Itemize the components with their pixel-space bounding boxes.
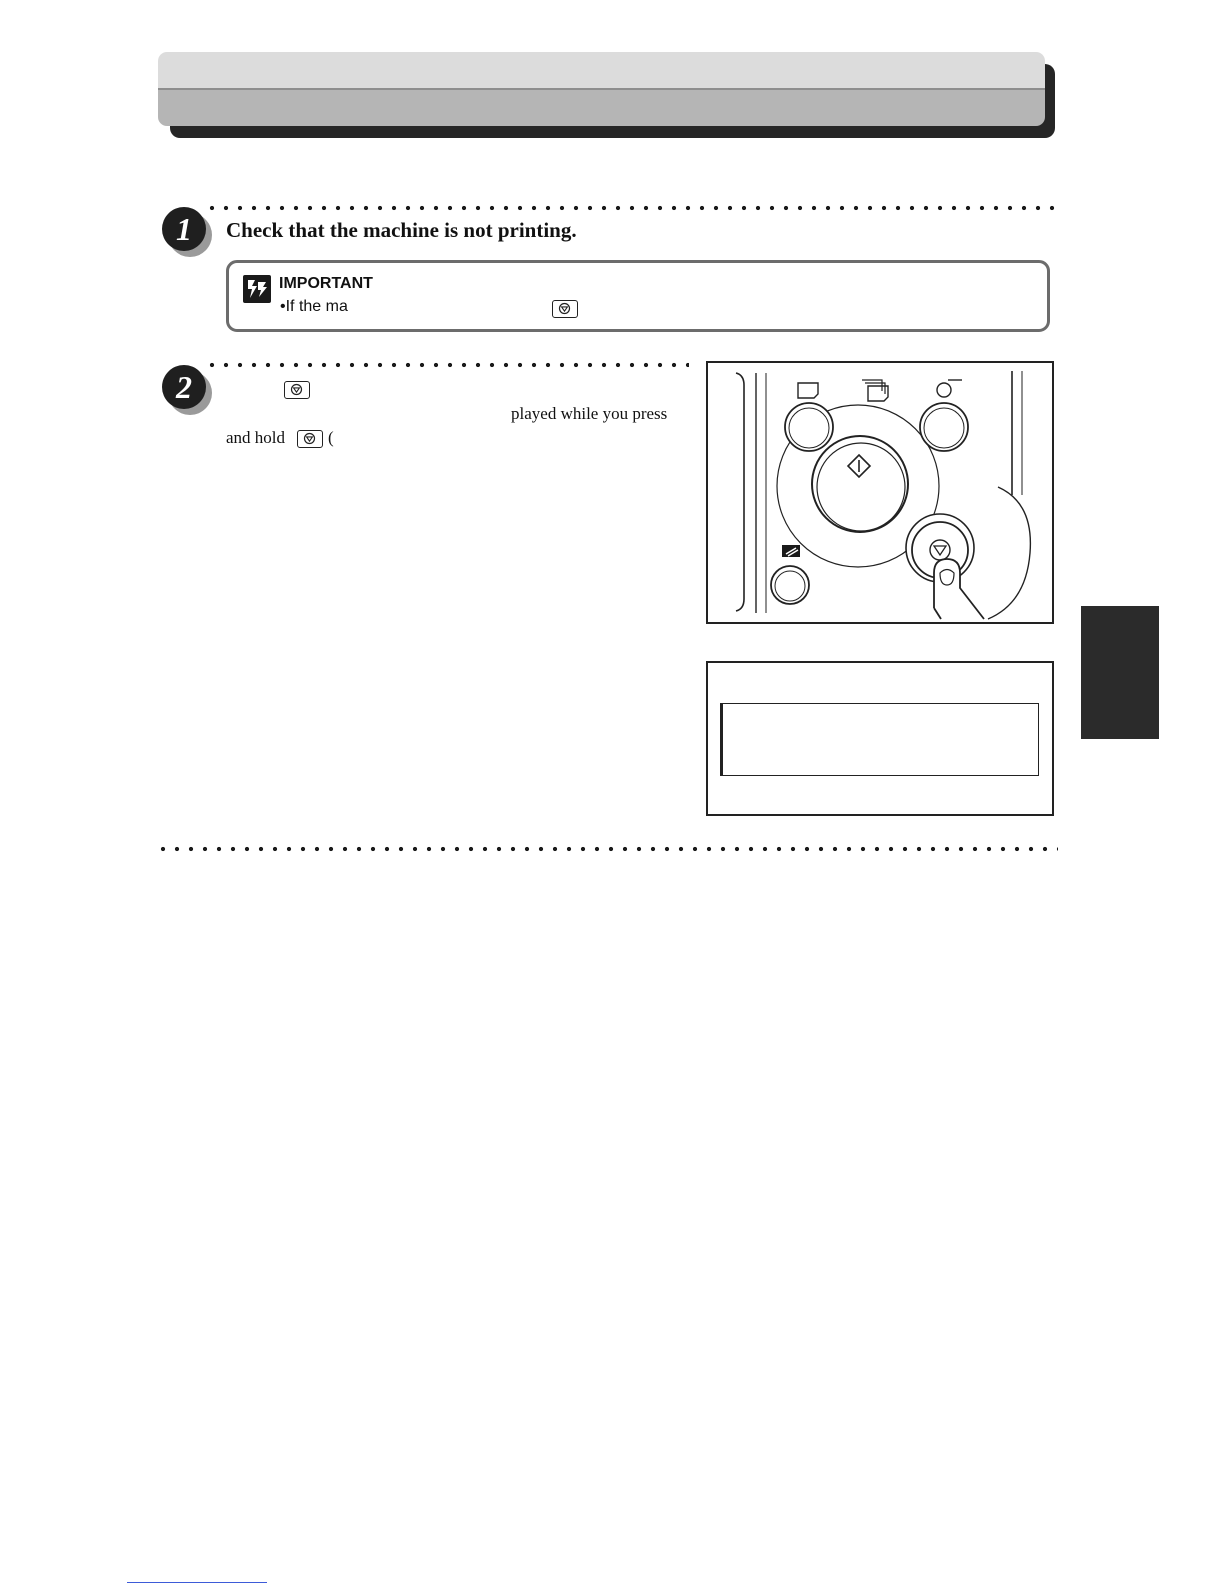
- header-bar: [158, 52, 1045, 126]
- step-2-text-line-2: played while you press: [511, 404, 668, 423]
- dotted-divider: [205, 362, 689, 368]
- step-1-badge: 1: [162, 207, 206, 251]
- lcd-screen: [720, 703, 1039, 776]
- dotted-divider: [205, 205, 1057, 211]
- footer-link-underline[interactable]: [127, 1582, 267, 1583]
- important-note: [226, 260, 1050, 332]
- stop-key-icon: [284, 381, 310, 399]
- step-2-text-line-3-suffix: (: [328, 428, 334, 447]
- dotted-divider: [156, 846, 1058, 852]
- control-panel-illustration: [706, 361, 1054, 624]
- important-title: IMPORTANT: [279, 275, 373, 292]
- step-2-text-line-3-prefix: and hold: [226, 428, 286, 447]
- stop-key-icon: [552, 300, 578, 318]
- important-text: •If the ma: [280, 298, 348, 315]
- step-2-badge: 2: [162, 365, 206, 409]
- step-1-heading: Check that the machine is not printing.: [226, 218, 577, 242]
- chapter-side-tab: [1081, 606, 1159, 739]
- stop-key-icon: [297, 430, 323, 448]
- important-icon: [243, 275, 271, 303]
